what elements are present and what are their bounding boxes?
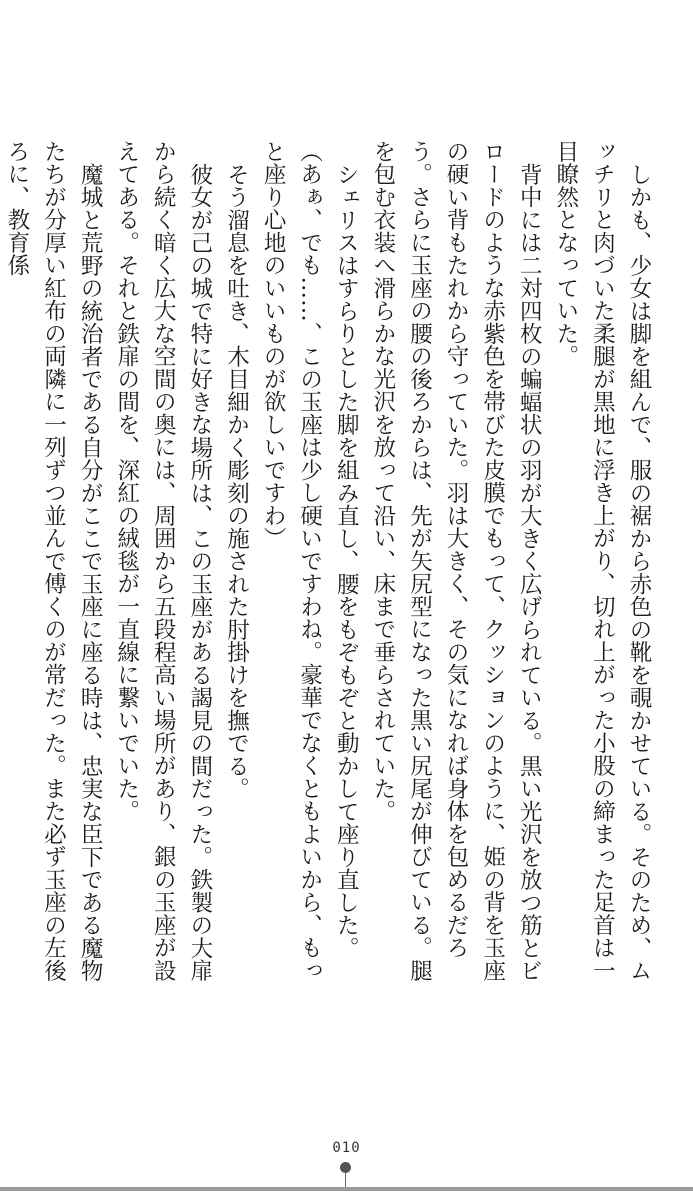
paragraph-7: 魔城と荒野の統治者である自分がここで玉座に座る時は、忠実な臣下である魔物たちが分厚い紅布の両隣に一列ずつ並んで傅くのが常だった。また必ず玉座の左後ろに、教育係: [3, 140, 104, 982]
page-number: 010: [332, 1140, 361, 1156]
paragraph-6: 彼女が己の城で特に好きな場所は、この玉座がある謁見の間だった。鉄製の大扉から続く暗く広大な空間の奥には、周囲から五段程高い場所があり、銀の玉座が設えてある。それと鉄扉の間を、深紅の絨毯が一直線に繋いでいた。: [113, 140, 213, 982]
paragraph-2: 背中には二対四枚の蝙蝠状の羽が大きく広げられている。黒い光沢を放つ筋とビロードのような赤紫色を帯びた皮膜でもって、クッションのように、姫の背を玉座の硬い背もたれから守っていた。羽は大きく、その気になれば身体を包めるだろう。さらに玉座の腰の後ろからは、先が矢尻型になった黒い尻尾が伸びている。腿を包む衣装へ滑らかな光沢を放って沿い、床まで垂らされていた。: [369, 140, 543, 982]
page-marker-stem: [345, 1173, 346, 1187]
page-marker-dot-icon: [340, 1162, 351, 1173]
paragraph-5: そう溜息を吐き、木目細かく彫刻の施された肘掛けを撫でる。: [223, 162, 250, 800]
paragraph-3: シェリスはすらりとした脚を組み直し、腰をもぞもぞと動かして座り直した。: [333, 162, 360, 959]
vertical-text-block: [3, 140, 657, 1000]
paragraph-4-inner-thought: （あぁ、でも……、この玉座は少し硬いですわね。豪華でなくともよいから、もっと座り心地のいいものが欲しいですわ）: [260, 140, 323, 982]
paragraph-1: しかも、少女は脚を組んで、服の裾から赤色の靴を覗かせている。そのため、ムッチリと肉づいた柔腿が黒地に浮き上がり、切れ上がった小股の締まった足首は一目瞭然となっていた。: [552, 140, 652, 982]
bottom-rule: [0, 1187, 693, 1191]
